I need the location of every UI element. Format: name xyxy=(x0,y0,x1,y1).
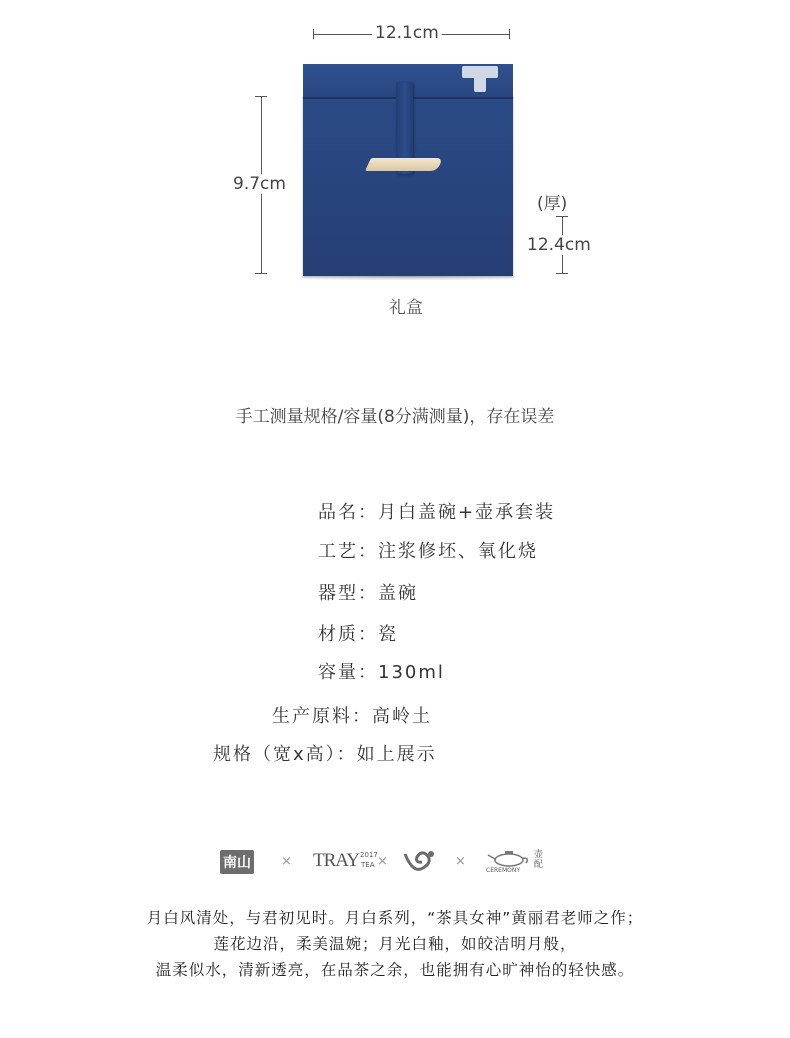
spec-label: 品名： xyxy=(318,502,378,523)
spiral-logo-icon xyxy=(403,848,437,877)
spec-value: 瓷 xyxy=(378,624,398,645)
spec-value: 月白盖碗+壶承套装 xyxy=(378,502,556,523)
spec-row xyxy=(318,579,418,605)
product-caption: 礼盒 xyxy=(389,298,423,318)
tray-logo-main: TRAY xyxy=(313,850,359,871)
description-line: 温柔似水，清新透亮，在品茶之余，也能拥有心旷神怡的轻快感。 xyxy=(155,961,635,979)
brand-logos xyxy=(215,848,555,878)
spec-row xyxy=(318,537,538,563)
times-sign: × xyxy=(281,854,292,869)
tray-logo-year: 2017 xyxy=(360,851,378,859)
height-label: 9.7cm xyxy=(230,174,289,194)
times-sign: × xyxy=(377,854,388,869)
spec-label: 规格（宽x高）： xyxy=(213,744,357,765)
spec-label: 材质： xyxy=(318,624,378,645)
spec-value: 130ml xyxy=(378,662,445,683)
ceremony-logo xyxy=(486,848,556,878)
spec-value: 高岭土 xyxy=(372,706,432,727)
box-toggle-clasp xyxy=(365,158,443,171)
depth-label: 12.4cm xyxy=(524,235,594,255)
height-tick-bottom xyxy=(255,273,267,274)
width-tick-right xyxy=(509,29,510,39)
height-tick-top xyxy=(255,96,267,97)
spec-row xyxy=(318,620,398,646)
nanshan-logo-text: 南山 xyxy=(223,855,251,871)
times-sign: × xyxy=(455,854,466,869)
nanshan-logo xyxy=(220,850,254,874)
depth-prefix: (厚) xyxy=(534,189,570,214)
spec-label: 器型： xyxy=(318,583,378,604)
depth-tick-bottom xyxy=(556,273,568,274)
width-tick-left xyxy=(313,29,314,39)
ceremony-logo-cn: 壶配 xyxy=(534,850,544,870)
spec-row xyxy=(213,740,437,766)
spec-label: 容量： xyxy=(318,662,378,683)
tray-logo-sub: TEA xyxy=(361,861,375,869)
tray-tea-logo xyxy=(313,850,378,872)
spec-row xyxy=(272,702,432,728)
ceremony-logo-text: CEREMONY xyxy=(486,867,520,874)
spec-label: 工艺： xyxy=(318,541,378,562)
lid-window-stem xyxy=(474,72,486,92)
width-label: 12.1cm xyxy=(372,23,442,43)
spec-row xyxy=(318,658,445,684)
description-line: 月白风清处，与君初见时。月白系列，“茶具女神”黄丽君老师之作； xyxy=(146,909,644,927)
measurement-note: 手工测量规格/容量(8分满测量)，存在误差 xyxy=(235,407,555,427)
description-line: 莲花边沿，柔美温婉；月光白釉，如皎洁明月般， xyxy=(213,935,577,953)
spec-row xyxy=(318,498,555,524)
spec-value: 注浆修坯、氧化烧 xyxy=(378,541,538,562)
teapot-icon xyxy=(486,848,532,868)
spec-value: 盖碗 xyxy=(378,583,418,604)
spec-label: 生产原料： xyxy=(272,706,372,727)
spec-value: 如上展示 xyxy=(356,744,437,765)
depth-tick-top xyxy=(556,216,568,217)
